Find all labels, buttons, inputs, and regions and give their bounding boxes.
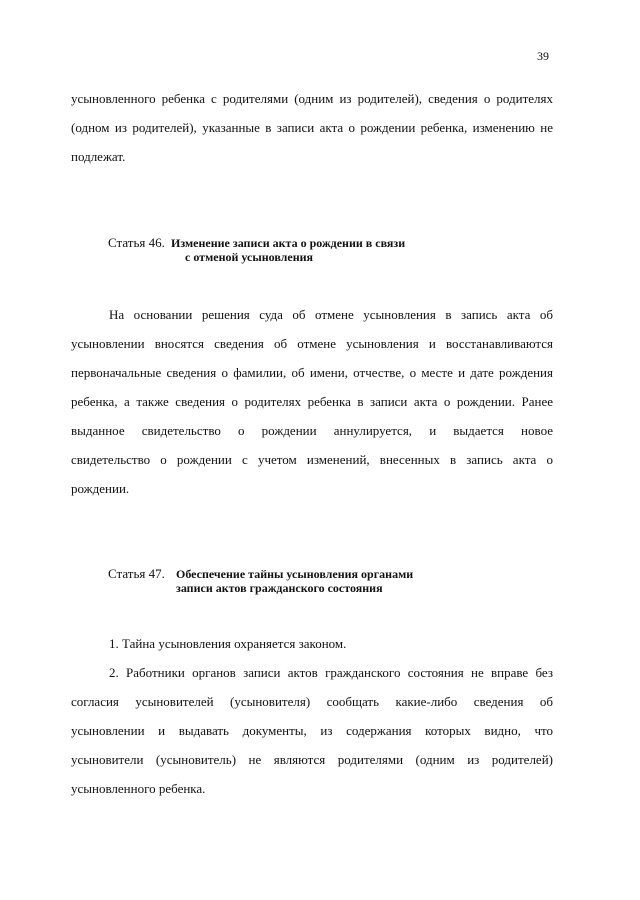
article-46-title-line: Изменение записи акта о рождении в связи [171, 236, 406, 250]
article-47-title-line: записи актов гражданского состояния [176, 581, 383, 595]
article-46-paragraph-line: усыновлении вносятся сведения об отмене усыновления и восстанавливаются [71, 336, 553, 351]
article-46-label: Статья 46. [108, 235, 165, 250]
article-46-paragraph-line: рождении. [71, 481, 130, 496]
article-46-paragraph-line: ребенка, а также сведения о родителях ребенка в записи акта о рождении. Ранее [71, 394, 553, 409]
continuation-line: усыновленного ребенка с родителями (одним из родителей), сведения о родителях [71, 91, 553, 106]
article-47-item-1: 1. Тайна усыновления охраняется законом. [109, 636, 347, 651]
article-47-label: Статья 47. [108, 566, 165, 581]
article-46-paragraph-line: первоначальные сведения о фамилии, об имени, отчестве, о месте и дате рождения [71, 365, 553, 380]
article-47-item-2-line: усыновленного ребенка. [71, 781, 206, 796]
article-47-title-line: Обеспечение тайны усыновления органами [176, 567, 414, 581]
continuation-line: (одном из родителей), указанные в записи акта о рождении ребенка, изменению не [71, 120, 553, 135]
article-47-item-2-line: 2. Работники органов записи актов гражданского состояния не вправе без [109, 665, 553, 680]
article-46-title-line: с отменой усыновления [185, 250, 314, 264]
article-46-paragraph-line: свидетельство о рождении с учетом изменений, внесенных в запись акта о [71, 452, 553, 467]
article-46-paragraph-line: выданное свидетельство о рождении аннулируется, и выдается новое [71, 423, 553, 438]
article-47-item-2-line: усыновлении и выдавать документы, из содержания которых видно, что [71, 723, 553, 738]
page-number: 39 [537, 49, 549, 63]
article-46-paragraph-line: На основании решения суда об отмене усыновления в запись акта об [109, 307, 553, 322]
article-47-item-2-line: усыновители (усыновитель) не являются родителями (одним из родителей) [71, 752, 553, 767]
continuation-line: подлежат. [71, 149, 126, 164]
article-47-item-2-line: согласия усыновителей (усыновителя) сообщать какие-либо сведения об [71, 694, 553, 709]
